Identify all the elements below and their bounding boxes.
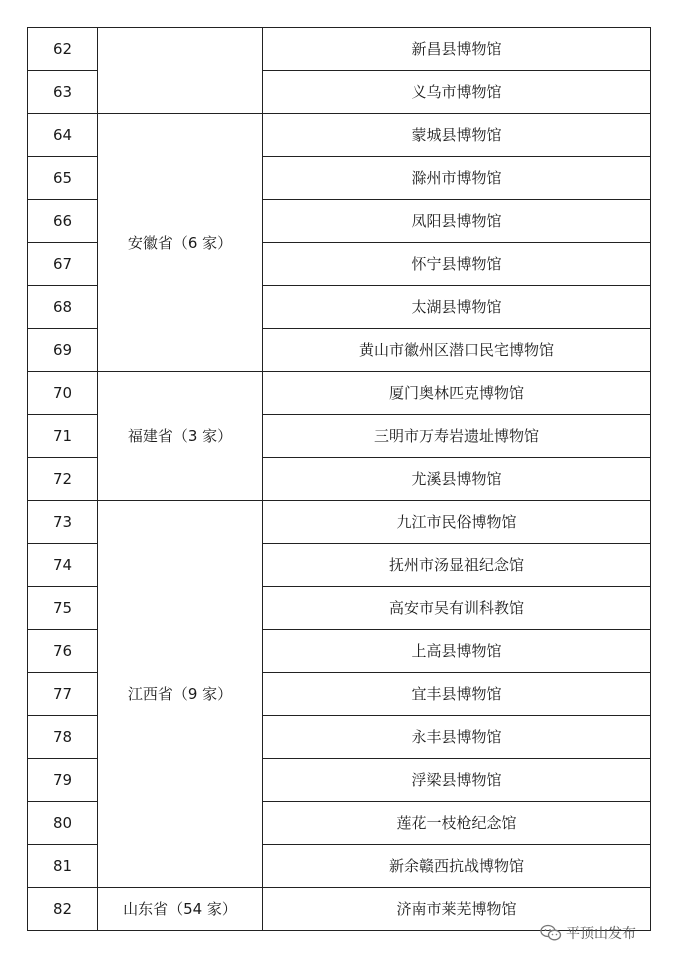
museum-name: 尤溪县博物馆 — [263, 458, 651, 501]
table-row — [28, 501, 651, 544]
province-cell: 安徽省（6 家） — [98, 114, 263, 372]
province-cell — [98, 28, 263, 114]
museum-name: 黄山市徽州区潜口民宅博物馆 — [263, 329, 651, 372]
row-number: 65 — [28, 157, 98, 200]
museum-name: 宜丰县博物馆 — [263, 673, 651, 716]
museum-name: 凤阳县博物馆 — [263, 200, 651, 243]
wechat-account-icon — [540, 924, 562, 942]
museum-name: 新昌县博物馆 — [263, 28, 651, 71]
museum-name: 九江市民俗博物馆 — [263, 501, 651, 544]
province-cell: 山东省（54 家） — [98, 888, 263, 931]
watermark — [540, 922, 636, 944]
province-cell: 江西省（9 家） — [98, 501, 263, 888]
museum-name: 上高县博物馆 — [263, 630, 651, 673]
row-number: 64 — [28, 114, 98, 157]
row-number: 67 — [28, 243, 98, 286]
museum-name: 义乌市博物馆 — [263, 71, 651, 114]
museum-name: 浮梁县博物馆 — [263, 759, 651, 802]
row-number: 72 — [28, 458, 98, 501]
row-number: 66 — [28, 200, 98, 243]
table-row — [28, 28, 651, 71]
row-number: 69 — [28, 329, 98, 372]
row-number: 77 — [28, 673, 98, 716]
museum-name: 高安市吴有训科教馆 — [263, 587, 651, 630]
row-number: 80 — [28, 802, 98, 845]
row-number: 79 — [28, 759, 98, 802]
row-number: 81 — [28, 845, 98, 888]
museum-name: 济南市莱芜博物馆 — [263, 888, 651, 931]
row-number: 62 — [28, 28, 98, 71]
museum-name: 三明市万寿岩遗址博物馆 — [263, 415, 651, 458]
row-number: 70 — [28, 372, 98, 415]
row-number: 71 — [28, 415, 98, 458]
row-number: 74 — [28, 544, 98, 587]
row-number: 63 — [28, 71, 98, 114]
table-row — [28, 372, 651, 415]
row-number: 73 — [28, 501, 98, 544]
row-number: 75 — [28, 587, 98, 630]
row-number: 68 — [28, 286, 98, 329]
museum-name: 抚州市汤显祖纪念馆 — [263, 544, 651, 587]
museum-name: 蒙城县博物馆 — [263, 114, 651, 157]
row-number: 82 — [28, 888, 98, 931]
museum-list-table — [27, 27, 651, 931]
museum-name: 永丰县博物馆 — [263, 716, 651, 759]
museum-name: 厦门奥林匹克博物馆 — [263, 372, 651, 415]
museum-name: 莲花一枝枪纪念馆 — [263, 802, 651, 845]
watermark-text: 平顶山发布 — [566, 926, 636, 942]
museum-name: 新余赣西抗战博物馆 — [263, 845, 651, 888]
row-number: 78 — [28, 716, 98, 759]
museum-name: 怀宁县博物馆 — [263, 243, 651, 286]
museum-name: 滁州市博物馆 — [263, 157, 651, 200]
table-row — [28, 114, 651, 157]
province-cell: 福建省（3 家） — [98, 372, 263, 501]
museum-name: 太湖县博物馆 — [263, 286, 651, 329]
row-number: 76 — [28, 630, 98, 673]
